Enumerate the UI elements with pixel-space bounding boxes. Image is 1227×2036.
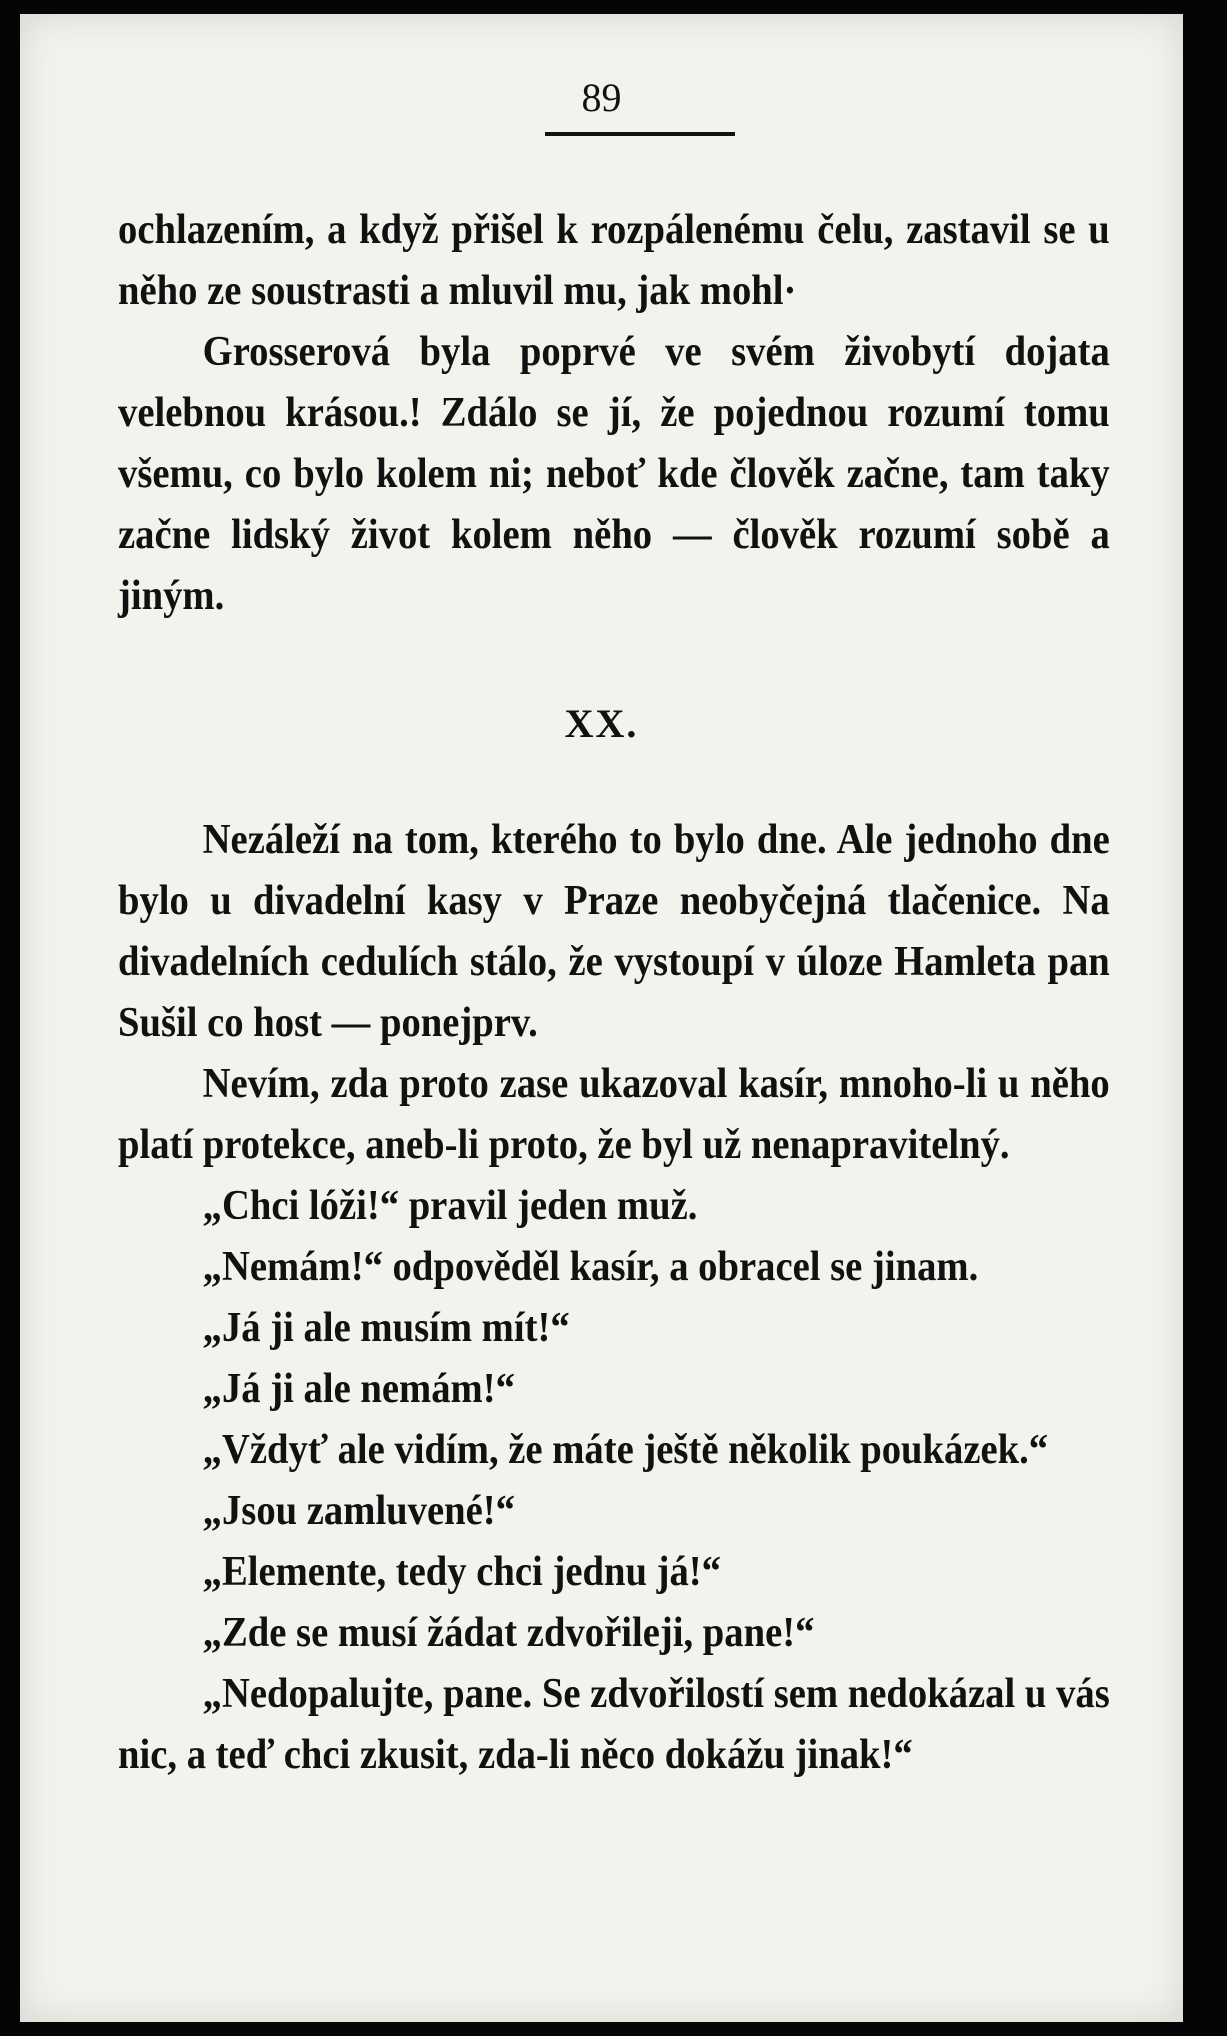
book-page xyxy=(20,14,1183,2022)
page-number: 89 xyxy=(581,75,622,120)
dialogue-line: „Já ji ale nemám!“ xyxy=(202,1366,515,1412)
paragraph: Grosserová byla poprvé ve svém živobytí dojata velebnou krásou.! Zdálo se jí, že pojednou rozumí tomu všemu, co bylo kolem ni; neboť kde člověk začne, tam taky začne lidský život kolem něho — člověk rozumí sobě a jiným. xyxy=(118,329,1110,619)
dialogue-line: „Nedopalujte, pane. Se zdvořilostí sem nedokázal u vás nic, a teď chci zkusit, zda-li něco dokážu jinak!“ xyxy=(118,1671,1110,1778)
dialogue-line: „Elemente, tedy chci jednu já!“ xyxy=(202,1549,721,1595)
dialogue-line: „Chci lóži!“ pravil jeden muž. xyxy=(202,1183,698,1229)
dialogue-line: „Nemám!“ odpověděl kasír, a obracel se jinam. xyxy=(202,1244,979,1290)
text-block-top xyxy=(118,200,1110,627)
text-block-bottom xyxy=(118,810,1110,1786)
dialogue-line: „Vždyť ale vidím, že máte ještě několik poukázek.“ xyxy=(202,1427,1049,1473)
paragraph: Nezáleží na tom, kterého to bylo dne. Ale jednoho dne bylo u divadelní kasy v Praze neobyčejná tlačenice. Na divadelních cedulích stálo, že vystoupí v úloze Hamleta pan Sušil co host — ponejprv. xyxy=(118,817,1110,1046)
paragraph: ochlazením, a když přišel k rozpálenému čelu, zastavil se u něho ze soustrasti a mluvil mu, jak mohl· xyxy=(118,207,1110,314)
chapter-heading: XX. xyxy=(564,701,639,746)
dialogue-line: „Jsou zamluvené!“ xyxy=(202,1488,515,1534)
dialogue-line: „Zde se musí žádat zdvořileji, pane!“ xyxy=(202,1610,815,1656)
page-number-rule xyxy=(545,132,735,136)
dialogue-line: „Já ji ale musím mít!“ xyxy=(202,1305,570,1351)
paragraph: Nevím, zda proto zase ukazoval kasír, mnoho-li u něho platí protekce, aneb-li proto, že byl už nenapravitelný. xyxy=(118,1061,1110,1168)
